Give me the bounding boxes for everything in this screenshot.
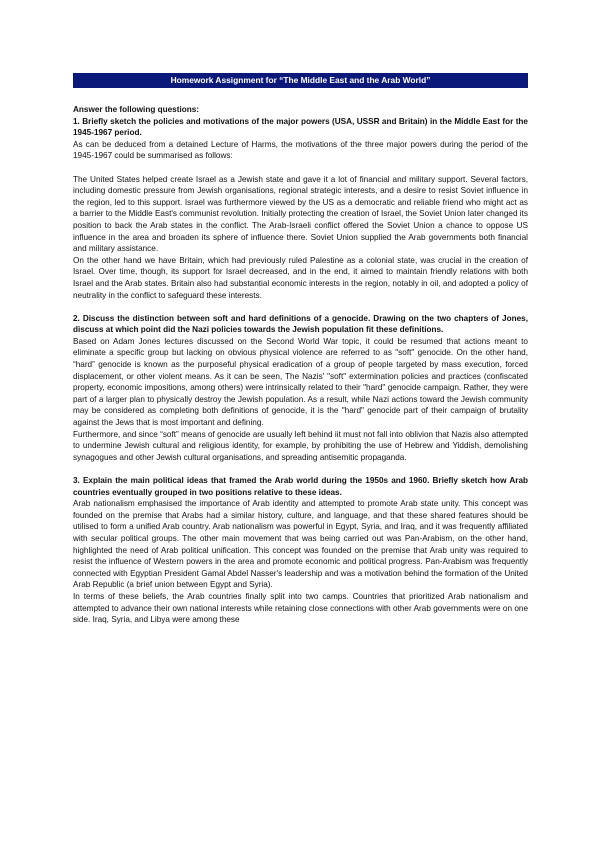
spacer: [73, 301, 528, 313]
answer-3-paragraph-1: Arab nationalism emphasised the importance of Arab identity and attempted to promote Arab state unity. This concept was founded on the premise that Arabs had a similar history, culture, and language, and that these shared features should be utilised to form a unified Arab country. Arab nationalism was powerful in Egypt, Syria, and Iraq, and it was frequently affiliated with secular political groups. The other main movement that was being carried out was Pan-Arabism, on the other hand, highlighted the need of Arab political unification. This concept was founded on the premise that Arab unity was required to resist the influence of Western powers in the area and promote economic and political progress. Pan-Arabism was frequently connected with Egyptian President Gamal Abdel Nasser's leadership and was a motivation behind the formation of the United Arab Republic (a brief union between Egypt and Syria).: [73, 499, 528, 590]
answer-1-paragraph-3: On the other hand we have Britain, which had previously ruled Palestine as a colonial state, was crucial in the creation of Israel. Over time, though, its support for Israel decreased, and in the end, it aimed to maintain friendly relations with both Israel and the Arab states. Britain also had substantial economic interests in the region, notably in oil, and adopted a policy of neutrality in the conflict to safeguard these interests.: [73, 255, 528, 300]
answer-1-paragraph-1: As can be deduced from a detained Lecture of Harms, the motivations of the three major powers during the period of the 1945-1967 could be summarised as follows:: [73, 139, 528, 161]
document-body: [73, 104, 528, 626]
title-banner: Homework Assignment for “The Middle East and the Arab World”: [73, 73, 528, 88]
spacer: [73, 162, 528, 174]
answer-2-paragraph-1: Based on Adam Jones lectures discussed on the Second World War topic, it could be resumed that actions meant to eliminate a specific group but lacking on obvious physical violence are referred to as "soft" genocide. On the other hand, “hard” genocide is known as the purposeful physical eradication of a group of people targeted by mass execution, forced displacement, or other violent means. As it can be seen, The Nazis' "soft" extermination policies and practices (confiscated property, economic impositions, among others) were intrinsically related to their "hard" genocide campaign. Rather, they were part of a larger plan to physically destroy the Jewish population. As a result, while Nazi actions toward the Jewish community may be considered as completing both definitions of genocide, it is the "hard" genocide part of their campaign of brutality against the Jews that is most important and defining.: [73, 336, 528, 428]
question-1: 1. Briefly sketch the policies and motivations of the major powers (USA, USSR and Britain) in the Middle East for the 1945-1967 period.: [73, 116, 528, 138]
spacer: [73, 463, 528, 475]
answer-2-paragraph-2: Furthermore, and since “soft” means of genocide are usually left behind iit must not fall into oblivion that Nazis also attempted to undermine Jewish cultural and religious identity, for example, by prohibiting the use of Hebrew and Yiddish, demolishing synagogues and other Jewish cultural organisations, and spreading antisemitic propaganda.: [73, 429, 528, 462]
answer-3-paragraph-2: In terms of these beliefs, the Arab countries finally split into two camps. Countries that prioritized Arab nationalism and attempted to advance their own national interests while retaining close connections with other Arab governments were on one side. Iraq, Syria, and Libya were among these: [73, 591, 528, 625]
intro-heading: Answer the following questions:: [73, 105, 199, 114]
question-3: 3. Explain the main political ideas that framed the Arab world during the 1950s and 1960. Briefly sketch how Arab countries eventually grouped in two positions relative to these ideas.: [73, 476, 528, 497]
question-2: 2. Discuss the distinction between soft and hard definitions of a genocide. Drawing on the two chapters of Jones, discuss at which point did the Nazi policies towards the Jewish population fit these definitions.: [73, 313, 528, 335]
answer-1-paragraph-2: The United States helped create Israel as a Jewish state and gave it a lot of financial and military support. Several factors, including domestic pressure from Jewish organisations, regional strategic interests, and a desire to resist Soviet influence in the region, led to this support. Israel was furthermore viewed by the US as a democratic and reliable friend who might act as a barrier to the Middle East's communist revolution. Initially protecting the creation of Israel, the Soviet Union later changed its position to back the Arab states in the conflict. The Arab-Israeli conflict offered the Soviet Union a chance to oppose US influence in the area and broaden its sphere of influence there. Soviet Union supplied the Arab governments both financial and military assistance.: [73, 174, 528, 254]
